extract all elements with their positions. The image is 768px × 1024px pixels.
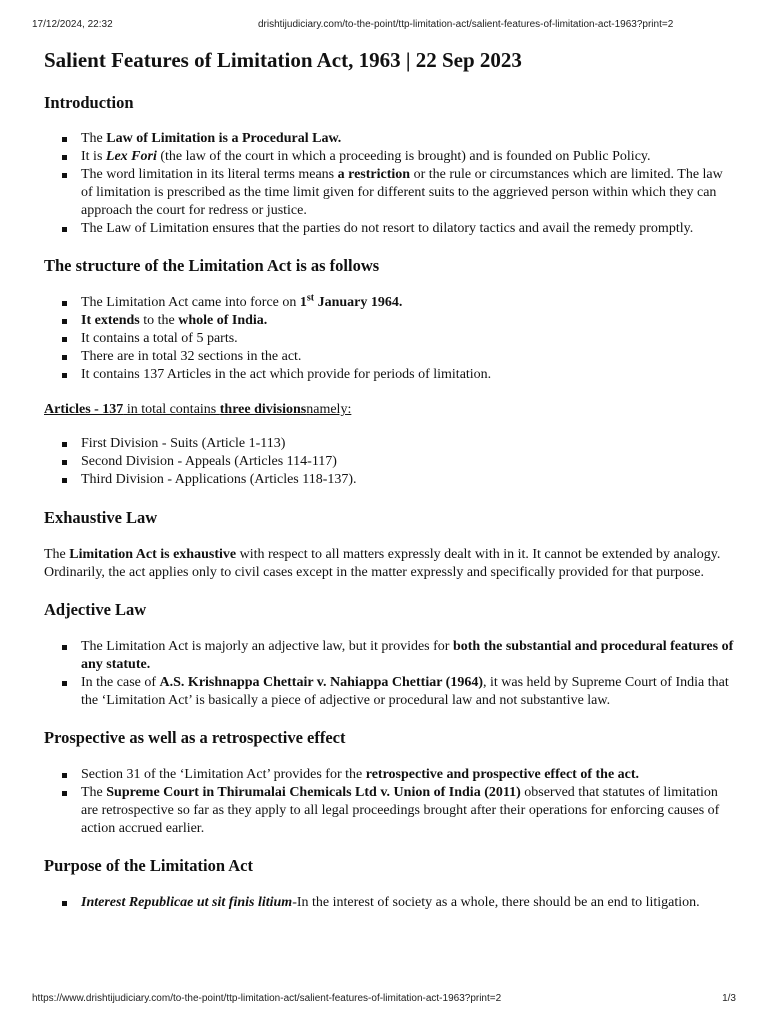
- print-url: drishtijudiciary.com/to-the-point/ttp-limitation-act/salient-features-of-limitation-act-1963?print=2: [258, 19, 674, 30]
- bullet-icon: [62, 319, 67, 324]
- page-number: 1/3: [722, 993, 736, 1004]
- bullet-icon: [62, 301, 67, 306]
- list-item: Third Division - Applications (Articles 118-137).: [44, 471, 734, 489]
- list-item: Second Division - Appeals (Articles 114-117): [44, 453, 734, 471]
- footer-url: https://www.drishtijudiciary.com/to-the-point/ttp-limitation-act/salient-features-of-limitation-act-1963?print=2: [32, 993, 502, 1004]
- page-title: Salient Features of Limitation Act, 1963 | 22 Sep 2023: [44, 48, 522, 72]
- heading-exhaustive-law: Exhaustive Law: [44, 508, 158, 527]
- list-item: It is Lex Fori (the law of the court in which a proceeding is brought) and is founded on Public Policy.: [44, 148, 734, 166]
- list-item: The Limitation Act came into force on 1st January 1964.: [44, 294, 734, 312]
- bullet-icon: [62, 442, 67, 447]
- bullet-icon: [62, 173, 67, 178]
- purpose-list: [44, 894, 734, 912]
- list-item: The Limitation Act is majorly an adjective law, but it provides for both the substantial and procedural features of any statute.: [44, 638, 734, 674]
- print-datetime: 17/12/2024, 22:32: [32, 19, 113, 30]
- bullet-icon: [62, 227, 67, 232]
- list-item: It contains 137 Articles in the act which provide for periods of limitation.: [44, 366, 734, 384]
- list-item: It extends to the whole of India.: [44, 312, 734, 330]
- divisions-list: [44, 435, 734, 489]
- list-item: Interest Republicae ut sit finis litium-In the interest of society as a whole, there should be an end to litigation.: [44, 894, 734, 912]
- bullet-icon: [62, 791, 67, 796]
- list-item: Section 31 of the ‘Limitation Act’ provides for the retrospective and prospective effect of the act.: [44, 766, 734, 784]
- adjective-list: [44, 638, 734, 710]
- intro-list: [44, 130, 734, 238]
- print-header: [32, 19, 736, 33]
- print-footer: [32, 993, 736, 1007]
- bullet-icon: [62, 773, 67, 778]
- articles-divisions-label: Articles - 137 in total contains three divisionsnamely:: [44, 402, 352, 417]
- article-content: [44, 44, 734, 912]
- bullet-icon: [62, 478, 67, 483]
- bullet-icon: [62, 460, 67, 465]
- list-item: There are in total 32 sections in the act.: [44, 348, 734, 366]
- heading-prospective-retrospective: Prospective as well as a retrospective effect: [44, 728, 346, 747]
- list-item: The Law of Limitation is a Procedural Law.: [44, 130, 734, 148]
- prospective-list: [44, 766, 734, 838]
- bullet-icon: [62, 155, 67, 160]
- bullet-icon: [62, 355, 67, 360]
- heading-structure: The structure of the Limitation Act is as follows: [44, 256, 380, 275]
- bullet-icon: [62, 137, 67, 142]
- list-item: The Supreme Court in Thirumalai Chemicals Ltd v. Union of India (2011) observed that statutes of limitation are retrospective so far as they apply to all legal proceedings brought after their operations for enforcing causes of action accrued earlier.: [44, 784, 734, 838]
- structure-list: [44, 294, 734, 384]
- list-item: The word limitation in its literal terms means a restriction or the rule or circumstances which are limited. The law of limitation is prescribed as the time limit given for different suits to the aggrieved person within which they can approach the court for redress or justice.: [44, 166, 734, 220]
- list-item: In the case of A.S. Krishnappa Chettair v. Nahiappa Chettiar (1964), it was held by Supreme Court of India that the ‘Limitation Act’ is basically a piece of adjective or procedural law and not substantive law.: [44, 674, 734, 710]
- heading-purpose: Purpose of the Limitation Act: [44, 856, 253, 875]
- bullet-icon: [62, 373, 67, 378]
- bullet-icon: [62, 645, 67, 650]
- bullet-icon: [62, 681, 67, 686]
- list-item: It contains a total of 5 parts.: [44, 330, 734, 348]
- heading-adjective-law: Adjective Law: [44, 600, 147, 619]
- bullet-icon: [62, 337, 67, 342]
- heading-introduction: Introduction: [44, 93, 134, 112]
- exhaustive-paragraph: The Limitation Act is exhaustive with respect to all matters expressly dealt with in it. It cannot be extended by analogy. Ordinarily, the act applies only to civil cases except in the matter expressly and specifically provided for that purpose.: [44, 547, 721, 580]
- bullet-icon: [62, 901, 67, 906]
- list-item: The Law of Limitation ensures that the parties do not resort to dilatory tactics and avail the remedy promptly.: [44, 220, 734, 238]
- list-item: First Division - Suits (Article 1-113): [44, 435, 734, 453]
